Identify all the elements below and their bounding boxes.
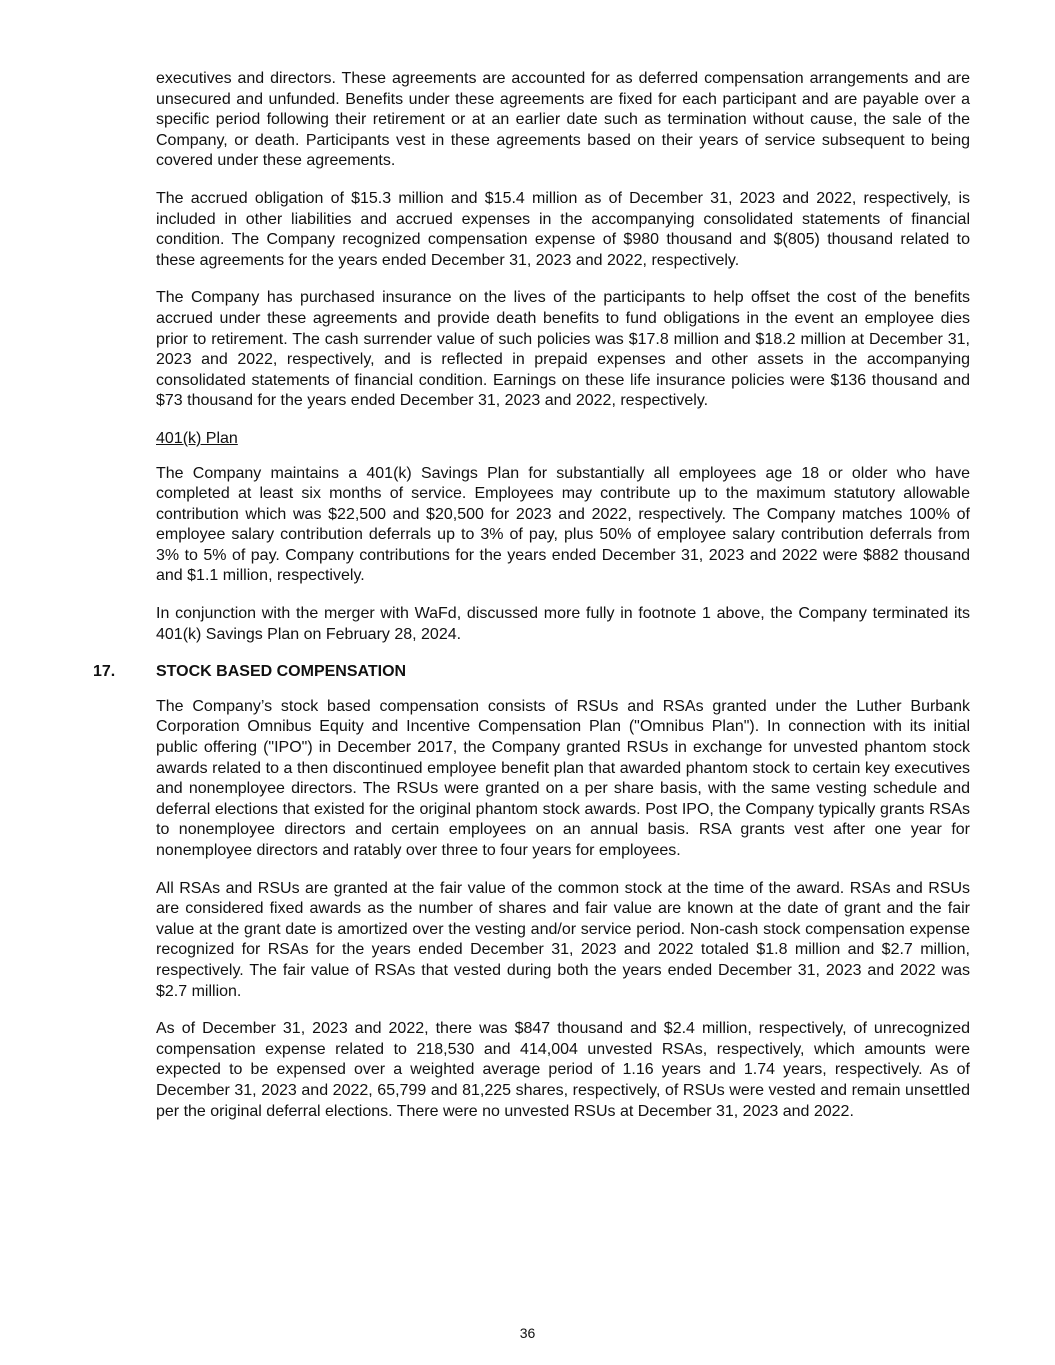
subheading-401k-plan: 401(k) Plan	[156, 429, 238, 447]
section-heading-17	[93, 662, 970, 683]
page-number: 36	[519, 1325, 536, 1341]
paragraph-stock-compensation-overview: The Company’s stock based compensation consists of RSUs and RSAs granted under the Luther Burbank Corporation Omnibus Equity and Incentive Compensation Plan ("Omnibus Plan"). In connection with its initial public offering ("IPO") in December 2017, the Company granted RSUs in exchange for unvested phantom stock awards related to a then discontinued employee benefit plan that awarded phantom stock to certain key executives and nonemployee directors. The RSUs were granted on a per share basis, with the same vesting schedule and deferral elections that existed for the original phantom stock awards. Post IPO, the Company typically grants RSAs to nonemployee directors and certain employees on an annual basis. RSA grants vest after one year for nonemployee directors and ratably over three to four years for employees.	[156, 697, 970, 859]
paragraph-rsa-rsu-fair-value: All RSAs and RSUs are granted at the fair value of the common stock at the time of the award. RSAs and RSUs are considered fixed awards as the number of shares and fair value are known at the date of grant and the fair value at the grant date is amortized over the vesting and/or service period. Non-cash stock compensation expense recognized for RSAs for the years ended December 31, 2023 and 2022 totaled $1.8 million and $2.7 million, respectively. The fair value of RSAs that vested during both the years ended December 31, 2023 and 2022 was $2.7 million.	[156, 879, 970, 1000]
page-body	[93, 69, 970, 1139]
section-title: STOCK BASED COMPENSATION	[156, 663, 407, 681]
paragraph-unrecognized-expense: As of December 31, 2023 and 2022, there was $847 thousand and $2.4 million, respectively, of unrecognized compensation expense related to 218,530 and 414,004 unvested RSAs, respectively, which amounts were expected to be expensed over a weighted average period of 1.16 years and 1.74 years, respectively. As of December 31, 2023 and 2022, 65,799 and 81,225 shares, respectively, of RSUs were vested and remain unsettled per the original deferral elections. There were no unvested RSUs at December 31, 2023 and 2022.	[156, 1020, 970, 1120]
paragraph-deferred-compensation: executives and directors. These agreements are accounted for as deferred compensation arrangements and are unsecured and unfunded. Benefits under these agreements are fixed for each participant and are payable over a specific period following their retirement or at an earlier date such as termination without cause, the sale of the Company, or death. Participants vest in these agreements based on their years of service subsequent to being covered under these agreements.	[156, 70, 970, 170]
section-number: 17.	[93, 663, 116, 681]
paragraph-401k-savings-plan: The Company maintains a 401(k) Savings Plan for substantially all employees age 18 or older who have completed at least six months of service. Employees may contribute up to the maximum statutory allowable contribution which was $22,500 and $20,500 for 2023 and 2022, respectively. The Company matches 100% of employee salary contribution deferrals up to 3% of pay, plus 50% of employee salary contribution deferrals from 3% to 5% of pay. Company contributions for the years ended December 31, 2023 and 2022 were $882 thousand and $1.1 million, respectively.	[156, 464, 970, 585]
paragraph-life-insurance: The Company has purchased insurance on the lives of the participants to help offset the cost of the benefits accrued under these agreements and provide death benefits to fund obligations in the event an employee dies prior to retirement. The cash surrender value of such policies was $17.8 million and $18.2 million at December 31, 2023 and 2022, respectively, and is reflected in prepaid expenses and other assets in the accompanying consolidated statements of financial condition. Earnings on these life insurance policies were $136 thousand and $73 thousand for the years ended December 31, 2023 and 2022, respectively.	[156, 289, 970, 410]
paragraph-401k-termination: In conjunction with the merger with WaFd, discussed more fully in footnote 1 above, the Company terminated its 401(k) Savings Plan on February 28, 2024.	[156, 605, 970, 643]
paragraph-accrued-obligation: The accrued obligation of $15.3 million and $15.4 million as of December 31, 2023 and 2022, respectively, is included in other liabilities and accrued expenses in the accompanying consolidated statements of financial condition. The Company recognized compensation expense of $980 thousand and $(805) thousand related to these agreements for the years ended December 31, 2023 and 2022, respectively.	[156, 189, 970, 269]
